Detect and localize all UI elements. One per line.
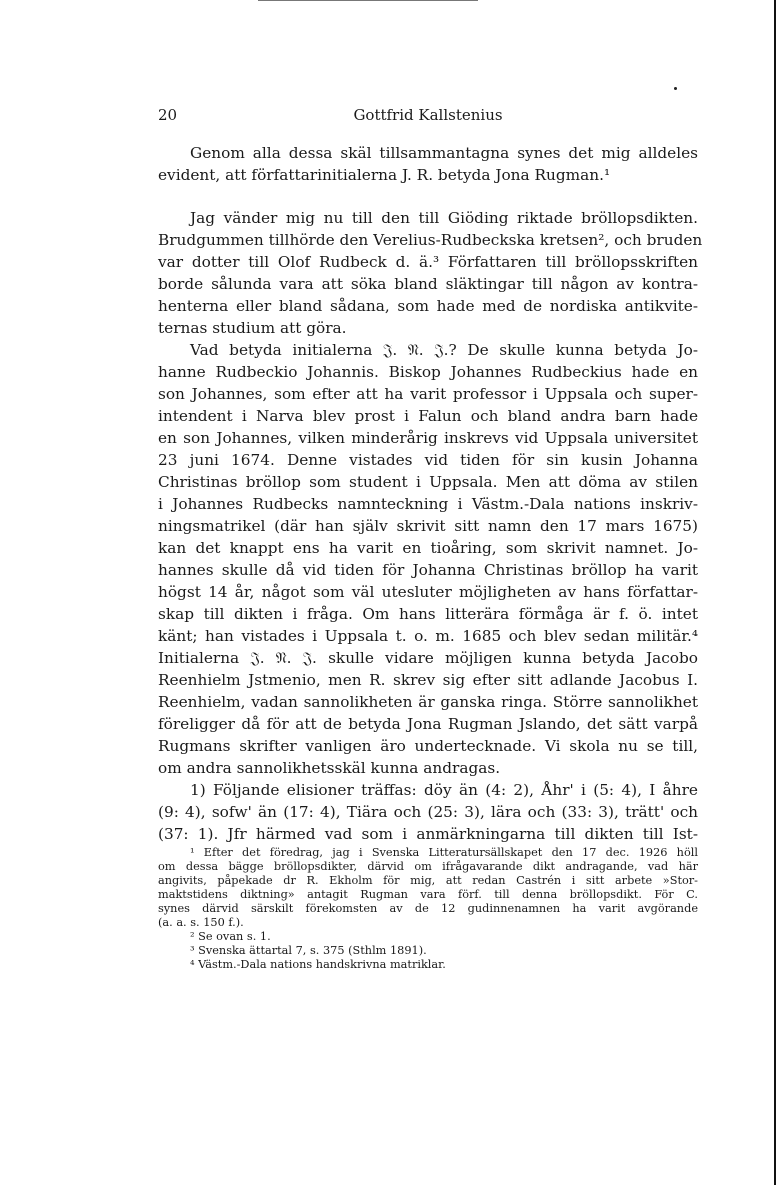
body-line: föreligger då för att de betyda Jona Rugman Jslando, det sätt varpå <box>158 715 698 733</box>
body-line: 23 juni 1674. Denne vistades vid tiden för sin kusin Johanna <box>158 451 698 469</box>
page-number: 20 <box>158 106 178 124</box>
body-line: kan det knappt ens ha varit en tioåring, som skrivit namnet. Jo- <box>158 539 698 557</box>
footnote-line: angivits, påpekade dr R. Ekholm för mig, att redan Castrén i sitt arbete »Stor- <box>158 874 698 887</box>
footnote-line: ¹ Efter det föredrag, jag i Svenska Litteratursällskapet den 17 dec. 1926 höll <box>190 846 698 859</box>
body-line: evident, att författarinitialerna J. R. betyda Jona Rugman.¹ <box>158 166 611 184</box>
body-line: son Johannes, som efter att ha varit professor i Uppsala och super- <box>158 385 698 403</box>
body-line: Genom alla dessa skäl tillsammantagna synes det mig alldeles <box>190 144 698 162</box>
body-line: Reenhielm, vadan sannolikheten är ganska ringa. Större sannolikhet <box>158 693 698 711</box>
body-line: hanne Rudbeckio Johannis. Biskop Johannes Rudbeckius hade en <box>158 363 698 381</box>
footnote-line: synes därvid särskilt förekomsten av de 12 gudinnenamnen ha varit avgörande <box>158 902 698 915</box>
body-line: ningsmatrikel (där han själv skrivit sitt namn den 17 mars 1675) <box>158 517 698 535</box>
scan-edge-right <box>774 0 776 1185</box>
body-line: henterna eller bland sådana, som hade med de nordiska antikvite- <box>158 297 698 315</box>
body-line: skap till dikten i fråga. Om hans litterära förmåga är f. ö. intet <box>158 605 698 623</box>
body-line: intendent i Narva blev prost i Falun och bland andra barn hade <box>158 407 698 425</box>
running-title: Gottfrid Kallstenius <box>353 106 503 124</box>
body-line: Initialerna 𝔍. 𝔑. 𝔍. skulle vidare möjligen kunna betyda Jacobo <box>158 649 698 667</box>
body-line: Jag vänder mig nu till den till Giöding riktade bröllopsdikten. <box>190 209 698 227</box>
scan-speck <box>674 87 677 90</box>
body-line: känt; han vistades i Uppsala t. o. m. 1685 och blev sedan militär.⁴ <box>158 627 698 645</box>
body-line: (9: 4), sofw' än (17: 4), Tiära och (25: 3), lära och (33: 3), trätt' och <box>158 803 698 821</box>
body-line: Brudgummen tillhörde den Verelius-Rudbeckska kretsen², och bruden <box>158 231 703 249</box>
body-line: (37: 1). Jfr härmed vad som i anmärkningarna till dikten till Ist- <box>158 825 698 843</box>
body-line: Rugmans skrifter vanligen äro undertecknade. Vi skola nu se till, <box>158 737 698 755</box>
footnote-line: ⁴ Västm.-Dala nations handskrivna matriklar. <box>190 958 446 971</box>
body-line: hannes skulle då vid tiden för Johanna Christinas bröllop ha varit <box>158 561 698 579</box>
body-line: i Johannes Rudbecks namnteckning i Västm.-Dala nations inskriv- <box>158 495 698 513</box>
footnote-line: ² Se ovan s. 1. <box>190 930 271 943</box>
body-line: 1) Följande elisioner träffas: döy än (4: 2), Åhr' i (5: 4), I åhre <box>190 781 698 799</box>
body-line: en son Johannes, vilken minderårig inskrevs vid Uppsala universitet <box>158 429 698 447</box>
running-header <box>158 106 698 128</box>
body-line: ternas studium att göra. <box>158 319 347 337</box>
body-line: Reenhielm Jstmenio, men R. skrev sig efter sitt adlande Jacobus I. <box>158 671 698 689</box>
body-line: högst 14 år, något som väl utesluter möjligheten av hans författar- <box>158 583 698 601</box>
footnote-line: maktstidens diktning» antagit Rugman vara förf. till denna bröllopsdikt. För C. <box>158 888 698 901</box>
body-line: Vad betyda initialerna 𝔍. 𝔑. 𝔍.? De skulle kunna betyda Jo- <box>190 341 698 359</box>
scan-edge-top <box>258 0 478 1</box>
footnote-line: (a. a. s. 150 f.). <box>158 916 244 929</box>
footnote-line: ³ Svenska ättartal 7, s. 375 (Sthlm 1891). <box>190 944 427 957</box>
body-line: Christinas bröllop som student i Uppsala. Men att döma av stilen <box>158 473 698 491</box>
footnote-line: om dessa bägge bröllopsdikter, därvid om ifrågavarande dikt andragande, vad här <box>158 860 698 873</box>
body-line: var dotter till Olof Rudbeck d. ä.³ Författaren till bröllopsskriften <box>158 253 698 271</box>
body-line: borde sålunda vara att söka bland släktingar till någon av kontra- <box>158 275 698 293</box>
body-line: om andra sannolikhetsskäl kunna andragas. <box>158 759 501 777</box>
